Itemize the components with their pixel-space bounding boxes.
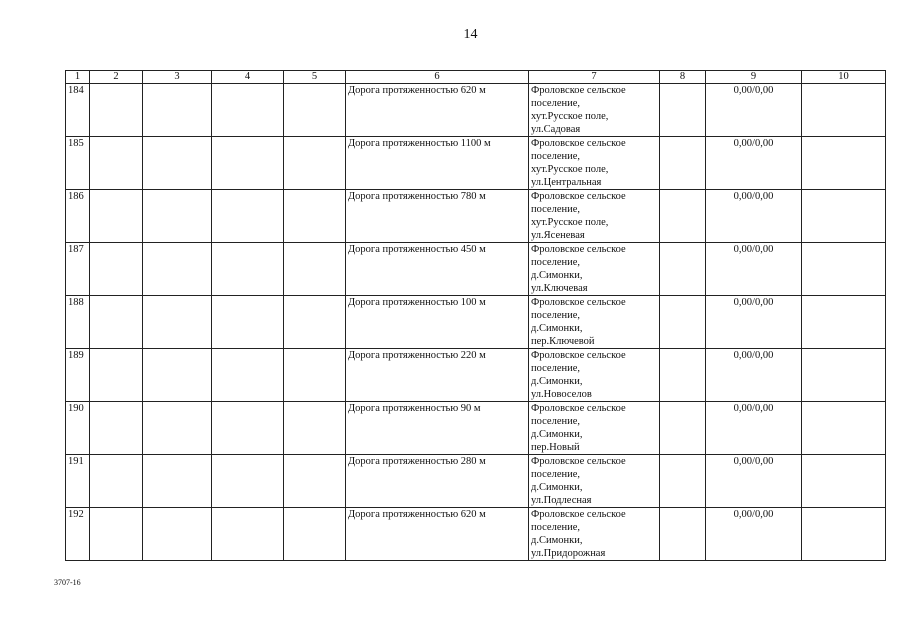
cell-col-10 — [802, 349, 886, 402]
cell-col-2 — [90, 84, 143, 137]
row-number: 190 — [66, 402, 90, 455]
cell-col-5 — [284, 508, 346, 561]
table-row — [66, 243, 886, 296]
table-row — [66, 84, 886, 137]
column-header-9: 9 — [706, 71, 802, 84]
cell-col-2 — [90, 508, 143, 561]
table-row — [66, 402, 886, 455]
object-address: Фроловское сельское поселение, д.Симонки, ул.Ключевая — [529, 243, 660, 296]
row-number: 185 — [66, 137, 90, 190]
object-name: Дорога протяженностью 90 м — [346, 402, 529, 455]
object-value: 0,00/0,00 — [706, 137, 802, 190]
object-address: Фроловское сельское поселение, д.Симонки, ул.Подлесная — [529, 455, 660, 508]
table-body — [66, 84, 886, 561]
cell-col-3 — [143, 455, 212, 508]
row-number: 186 — [66, 190, 90, 243]
header-row — [66, 71, 886, 84]
object-name: Дорога протяженностью 780 м — [346, 190, 529, 243]
object-address: Фроловское сельское поселение, хут.Русское поле, ул.Садовая — [529, 84, 660, 137]
cell-col-2 — [90, 296, 143, 349]
cell-col-10 — [802, 84, 886, 137]
cell-col-8 — [660, 508, 706, 561]
column-header-2: 2 — [90, 71, 143, 84]
cell-col-10 — [802, 190, 886, 243]
column-header-7: 7 — [529, 71, 660, 84]
cell-col-3 — [143, 349, 212, 402]
cell-col-3 — [143, 84, 212, 137]
object-address: Фроловское сельское поселение, д.Симонки, пер.Новый — [529, 402, 660, 455]
column-header-5: 5 — [284, 71, 346, 84]
cell-col-2 — [90, 455, 143, 508]
cell-col-3 — [143, 508, 212, 561]
object-address: Фроловское сельское поселение, д.Симонки, ул.Новоселов — [529, 349, 660, 402]
table-row — [66, 508, 886, 561]
cell-col-4 — [212, 137, 284, 190]
document-code: 3707-16 — [54, 578, 81, 587]
cell-col-4 — [212, 243, 284, 296]
object-value: 0,00/0,00 — [706, 349, 802, 402]
object-value: 0,00/0,00 — [706, 243, 802, 296]
register-table — [65, 70, 886, 561]
cell-col-3 — [143, 243, 212, 296]
cell-col-5 — [284, 243, 346, 296]
table-row — [66, 455, 886, 508]
cell-col-3 — [143, 296, 212, 349]
table-row — [66, 137, 886, 190]
cell-col-10 — [802, 243, 886, 296]
table-row — [66, 296, 886, 349]
cell-col-8 — [660, 190, 706, 243]
table-header — [66, 71, 886, 84]
object-name: Дорога протяженностью 280 м — [346, 455, 529, 508]
cell-col-5 — [284, 349, 346, 402]
object-address: Фроловское сельское поселение, хут.Русское поле, ул.Ясеневая — [529, 190, 660, 243]
cell-col-2 — [90, 190, 143, 243]
cell-col-8 — [660, 455, 706, 508]
cell-col-5 — [284, 402, 346, 455]
column-header-10: 10 — [802, 71, 886, 84]
row-number: 184 — [66, 84, 90, 137]
cell-col-2 — [90, 402, 143, 455]
cell-col-5 — [284, 190, 346, 243]
cell-col-3 — [143, 402, 212, 455]
table-row — [66, 349, 886, 402]
cell-col-2 — [90, 349, 143, 402]
cell-col-10 — [802, 508, 886, 561]
object-value: 0,00/0,00 — [706, 84, 802, 137]
cell-col-8 — [660, 84, 706, 137]
cell-col-8 — [660, 243, 706, 296]
cell-col-4 — [212, 190, 284, 243]
cell-col-4 — [212, 455, 284, 508]
object-address: Фроловское сельское поселение, д.Симонки, пер.Ключевой — [529, 296, 660, 349]
object-value: 0,00/0,00 — [706, 508, 802, 561]
row-number: 192 — [66, 508, 90, 561]
cell-col-10 — [802, 296, 886, 349]
column-header-3: 3 — [143, 71, 212, 84]
row-number: 191 — [66, 455, 90, 508]
table-row — [66, 190, 886, 243]
object-name: Дорога протяженностью 620 м — [346, 84, 529, 137]
cell-col-4 — [212, 402, 284, 455]
cell-col-4 — [212, 296, 284, 349]
row-number: 189 — [66, 349, 90, 402]
cell-col-8 — [660, 402, 706, 455]
object-value: 0,00/0,00 — [706, 455, 802, 508]
object-value: 0,00/0,00 — [706, 296, 802, 349]
column-header-4: 4 — [212, 71, 284, 84]
cell-col-5 — [284, 455, 346, 508]
cell-col-10 — [802, 137, 886, 190]
column-header-1: 1 — [66, 71, 90, 84]
object-name: Дорога протяженностью 450 м — [346, 243, 529, 296]
cell-col-2 — [90, 243, 143, 296]
cell-col-2 — [90, 137, 143, 190]
cell-col-5 — [284, 296, 346, 349]
cell-col-8 — [660, 137, 706, 190]
object-value: 0,00/0,00 — [706, 402, 802, 455]
object-name: Дорога протяженностью 220 м — [346, 349, 529, 402]
row-number: 187 — [66, 243, 90, 296]
cell-col-4 — [212, 508, 284, 561]
page-number: 14 — [463, 27, 478, 42]
cell-col-5 — [284, 84, 346, 137]
cell-col-3 — [143, 190, 212, 243]
cell-col-10 — [802, 455, 886, 508]
cell-col-4 — [212, 349, 284, 402]
cell-col-10 — [802, 402, 886, 455]
column-header-8: 8 — [660, 71, 706, 84]
cell-col-3 — [143, 137, 212, 190]
row-number: 188 — [66, 296, 90, 349]
cell-col-5 — [284, 137, 346, 190]
object-name: Дорога протяженностью 100 м — [346, 296, 529, 349]
object-address: Фроловское сельское поселение, хут.Русское поле, ул.Центральная — [529, 137, 660, 190]
object-name: Дорога протяженностью 620 м — [346, 508, 529, 561]
cell-col-4 — [212, 84, 284, 137]
column-header-6: 6 — [346, 71, 529, 84]
object-value: 0,00/0,00 — [706, 190, 802, 243]
object-name: Дорога протяженностью 1100 м — [346, 137, 529, 190]
cell-col-8 — [660, 349, 706, 402]
object-address: Фроловское сельское поселение, д.Симонки, ул.Придорожная — [529, 508, 660, 561]
cell-col-8 — [660, 296, 706, 349]
